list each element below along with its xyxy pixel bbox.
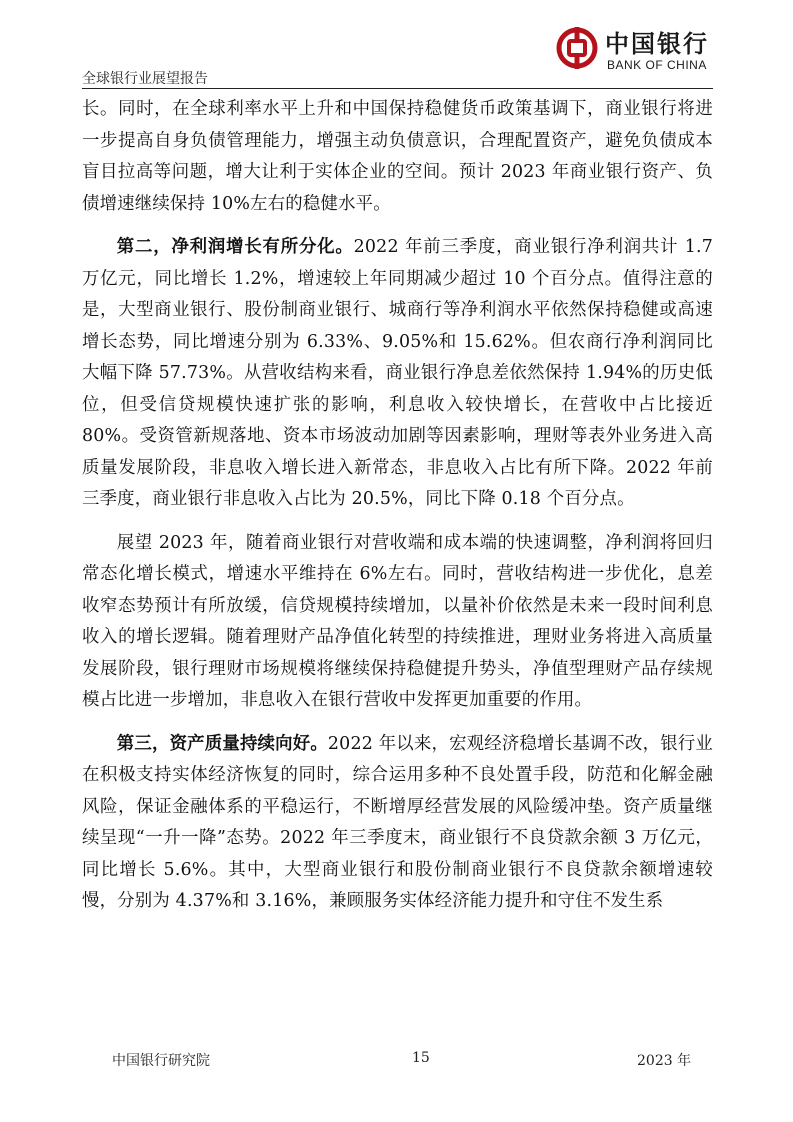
paragraph-lead: 第三，资产质量持续向好。: [116, 733, 328, 754]
logo-chinese-name: 中国银行: [605, 29, 709, 58]
page-header: [0, 0, 793, 96]
bank-logo: [555, 22, 715, 78]
footer-year: 2023 年: [637, 1053, 692, 1069]
paragraph: [82, 528, 713, 717]
paragraph-text: 2022 年以来，宏观经济稳增长基调不改，银行业在积极支持实体经济恢复的同时，综合运用多种不良处置手段，防范和化解金融风险，保证金融体系的平稳运行，不断增厚经营发展的风险缓冲垫。资产质量继续呈现“一升一降”态势。2022 年三季度末，商业银行不良贷款余额 3 万亿元，同比增长 5.6%。其中，大型商业银行和股份制商业银行不良贷款余额增速较慢，分别为 4.37%和 3.16%，兼顾服务实体经济能力提升和守住不发生系: [82, 733, 713, 911]
header-divider: [82, 88, 713, 89]
page-number: 15: [412, 1050, 430, 1066]
footer-institution: 中国银行研究院: [112, 1053, 210, 1069]
page-footer: [82, 1050, 713, 1074]
bank-of-china-emblem-icon: [555, 26, 599, 70]
paragraph-text: 长。同时，在全球利率水平上升和中国保持稳健货币政策基调下，商业银行将进一步提高自身负债管理能力，增强主动负债意识，合理配置资产，避免负债成本盲目拉高等问题，增大让利于实体企业的空间。预计 2023 年商业银行资产、负债增速继续保持 10%左右的稳健水平。: [82, 99, 713, 214]
paragraph-lead: 第二，净利润增长有所分化。: [116, 237, 354, 257]
logo-english-name: BANK OF CHINA: [607, 58, 707, 72]
paragraph-text: 2022 年前三季度，商业银行净利润共计 1.7 万亿元，同比增长 1.2%，增速较上年同期减少超过 10 个百分点。值得注意的是，大型商业银行、股份制商业银行、城商行等净利润水平依然保持稳健或高速增长态势，同比增速分别为 6.33%、9.05%和 15.62%。但农商行净利润同比大幅下降 57.73%。从营收结构来看，商业银行净息差依然保持 1.94%的历史低位，但受信贷规模快速扩张的影响，利息收入较快增长，在营收中占比接近 80%。受资管新规落地、资本市场波动加剧等因素影响，理财等表外业务进入高质量发展阶段，非息收入增长进入新常态，非息收入占比有所下降。2022 年前三季度，商业银行非息收入占比为 20.5%，同比下降 0.18 个百分点。: [82, 237, 713, 509]
paragraph-text: 展望 2023 年，随着商业银行对营收端和成本端的快速调整，净利润将回归常态化增长模式，增速水平维持在 6%左右。同时，营收结构进一步优化，息差收窄态势预计有所放缓，信贷规模持续增加，以量补价依然是未来一段时间利息收入的增长逻辑。随着理财产品净值化转型的持续推进，理财业务将进入高质量发展阶段，银行理财市场规模将继续保持稳健提升势头，净值型理财产品存续规模占比进一步增加，非息收入在银行营收中发挥更加重要的作用。: [82, 532, 713, 710]
paragraph: [82, 232, 713, 516]
report-title: 全球银行业展望报告: [82, 71, 208, 87]
paragraph: [82, 94, 713, 220]
paragraph: [82, 729, 713, 918]
page-body: [82, 94, 713, 918]
